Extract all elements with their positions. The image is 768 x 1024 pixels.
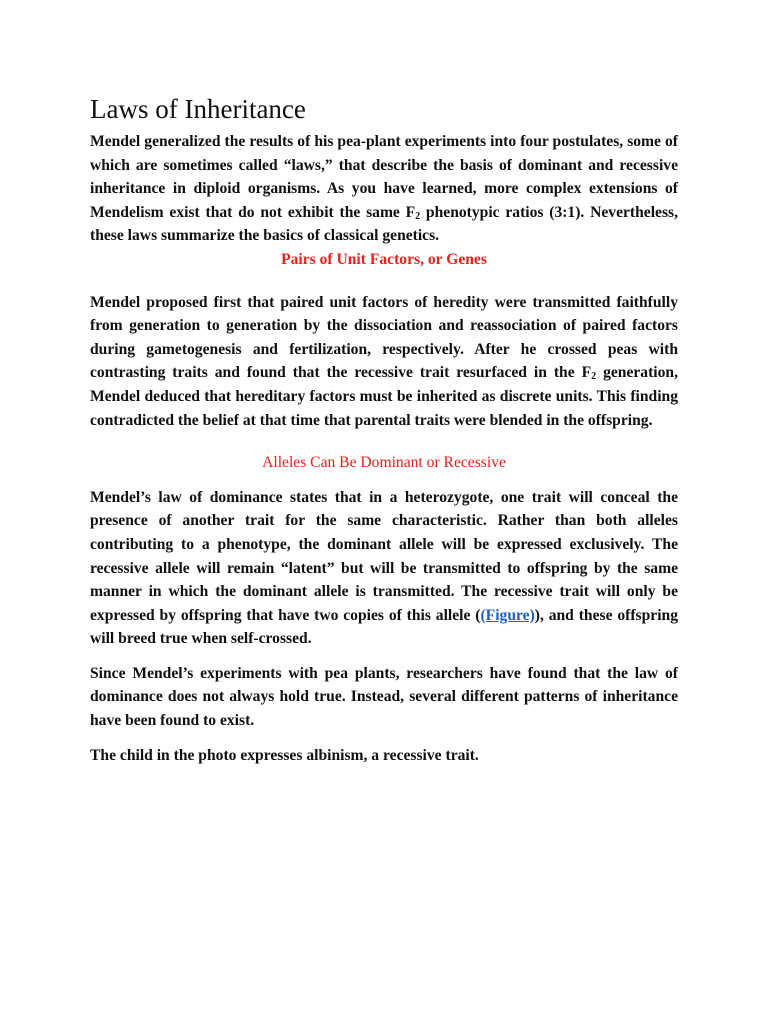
section-heading-dominance: Alleles Can Be Dominant or Recessive [262, 454, 506, 472]
section-heading-unit-factors: Pairs of Unit Factors, or Genes [281, 250, 487, 268]
unit-factors-subscript: 2 [591, 371, 597, 383]
unit-factors-text-2: generation, Mendel deduced that hereditary factors must be inherited as discrete units. This finding contradicted the belief at that time that parental traits were blended in the offspring. [90, 364, 678, 429]
patterns-paragraph: Since Mendel’s experiments with pea plants, researchers have found that the law of dominance does not always hold true. Instead, several different patterns of inheritance have been found to exist. [90, 664, 678, 730]
unit-factors-text-1: Mendel proposed first that paired unit factors of heredity were transmitted faithfully from generation to generation by the dissociation and reassociation of paired factors during gametogenesis and fertilization, respectively. After he crossed peas with contrasting traits and found that the recessive trait resurfaced in the F [90, 293, 678, 382]
dominance-text-1: Mendel’s law of dominance states that in a heterozygote, one trait will conceal the presence of another trait for the same characteristic. Rather than both alleles contributing to a phenotype, the dominant allele will be expressed exclusively. The recessive allele will remain “latent” but will be transmitted to offspring by the same manner in which the dominant allele is transmitted. The recessive trait will only be expressed by offspring that have two copies of this allele ( [90, 488, 678, 624]
intro-text-2: phenotypic ratios (3:1). Nevertheless, these laws summarize the basics of classical genetics. [90, 203, 678, 245]
intro-text-1: Mendel generalized the results of his pea-plant experiments into four postulates, some of which are sometimes called “laws,” that describe the basis of dominant and recessive inheritance in diploid organisms. As you have learned, more complex extensions of Mendelism exist that do not exhibit the same F [90, 133, 678, 221]
intro-paragraph [90, 130, 678, 248]
page-title: Laws of Inheritance [90, 94, 306, 124]
unit-factors-paragraph [90, 291, 678, 433]
dominance-text-2: ), and these offspring will breed true when self-crossed. [90, 606, 678, 648]
dominance-paragraph [90, 486, 678, 651]
albinism-paragraph: The child in the photo expresses albinism, a recessive trait. [90, 746, 479, 764]
document-page [90, 92, 678, 767]
intro-subscript: 2 [415, 210, 421, 222]
figure-link[interactable]: (Figure) [480, 606, 535, 624]
